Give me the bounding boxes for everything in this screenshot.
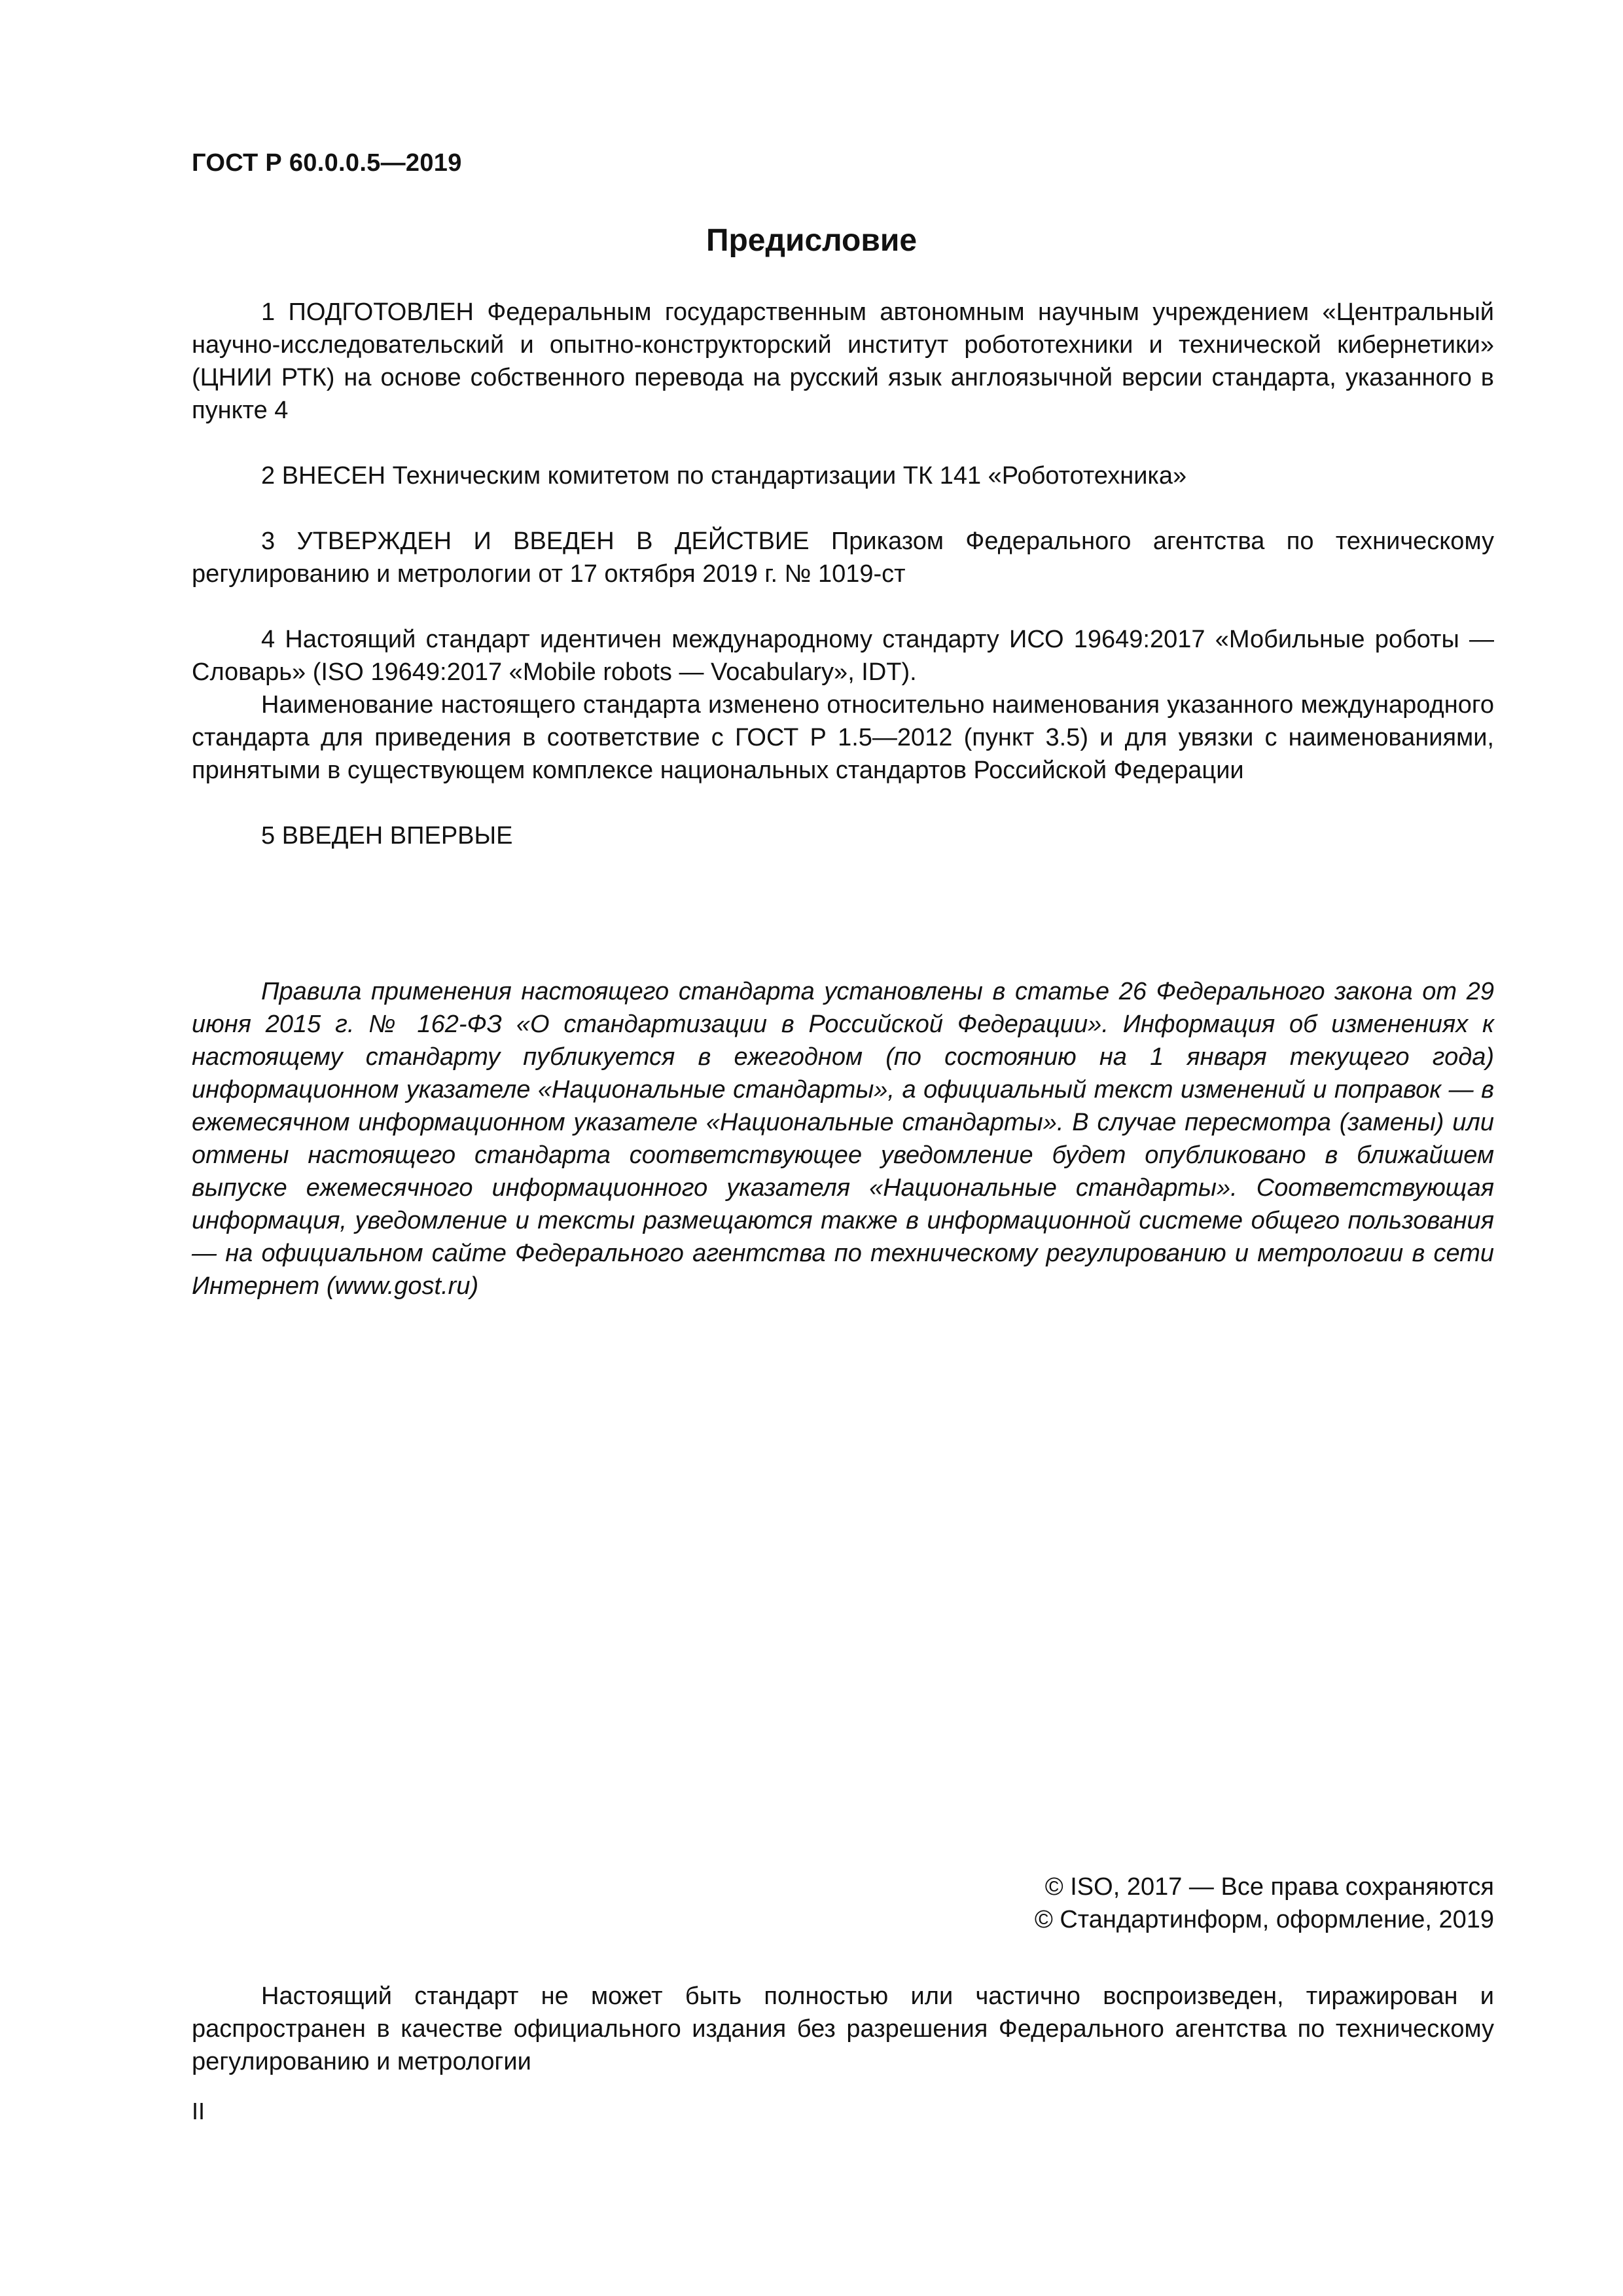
- foreword-item-4-note: Наименование настоящего стандарта изменено относительно наименования указанного международного стандарта для приведения в соответствие с ГОСТ Р 1.5—2012 (пункт 3.5) и для увязки с наименованиями, принятыми в существующем комплексе национальных стандартов Российской Федерации: [192, 691, 1494, 784]
- foreword-item-4: 4 Настоящий стандарт идентичен международному стандарту ИСО 19649:2017 «Мобильные роботы — Словарь» (ISO 19649:2017 «Mobile robots — Vocabulary», IDT).: [192, 626, 1494, 686]
- foreword-item-2: 2 ВНЕСЕН Техническим комитетом по стандартизации ТК 141 «Робототехника»: [261, 462, 1187, 490]
- document-code-header: ГОСТ Р 60.0.0.5—2019: [192, 149, 462, 177]
- copyright-iso: © ISO, 2017 — Все права сохраняются: [1044, 1873, 1494, 1901]
- application-rules-notice: Правила применения настоящего стандарта установлены в статье 26 Федерального закона от 29 июня 2015 г. № 162-ФЗ «О стандартизации в Российской Федерации». Информация об изменениях к настоящему стандарту публикуется в ежегодном (по состоянию на 1 января текущего года) информационном указателе «Национальные стандарты», а официальный текст изменений и поправок — в ежемесячном информационном указателе «Национальные стандарты». В случае пересмотра (замены) или отмены настоящего стандарта соответствующее уведомление будет опубликовано в ближайшем выпуске ежемесячного информационного указателя «Национальные стандарты». Соответствующая информация, уведомление и тексты размещаются также в информационной системе общего пользования — на официальном сайте Федерального агентства по техническому регулированию и метрологии в сети Интернет (www.gost.ru): [192, 978, 1494, 1300]
- page-title: Предисловие: [705, 223, 918, 258]
- foreword-item-3: 3 УТВЕРЖДЕН И ВВЕДЕН В ДЕЙСТВИЕ Приказом Федерального агентства по техническому регулированию и метрологии от 17 октября 2019 г. № 1019-ст: [192, 528, 1494, 588]
- foreword-items: [192, 296, 1494, 852]
- foreword-item-5: 5 ВВЕДЕН ВПЕРВЫЕ: [261, 822, 513, 850]
- copyright-block: [1035, 1871, 1494, 1936]
- page-number: II: [192, 2098, 205, 2125]
- foreword-item-1: 1 ПОДГОТОВЛЕН Федеральным государственным автономным научным учреждением «Центральный научно-исследовательский и опытно-конструкторский институт робототехники и технической кибернетики» (ЦНИИ РТК) на основе собственного перевода на русский язык англоязычной версии стандарта, указанного в пункте 4: [192, 298, 1494, 424]
- copyright-standartinform: © Стандартинформ, оформление, 2019: [1034, 1906, 1494, 1933]
- reproduction-notice: Настоящий стандарт не может быть полностью или частично воспроизведен, тиражирован и распространен в качестве официального издания без разрешения Федерального агентства по техническому регулированию и метрологии: [192, 1982, 1494, 2075]
